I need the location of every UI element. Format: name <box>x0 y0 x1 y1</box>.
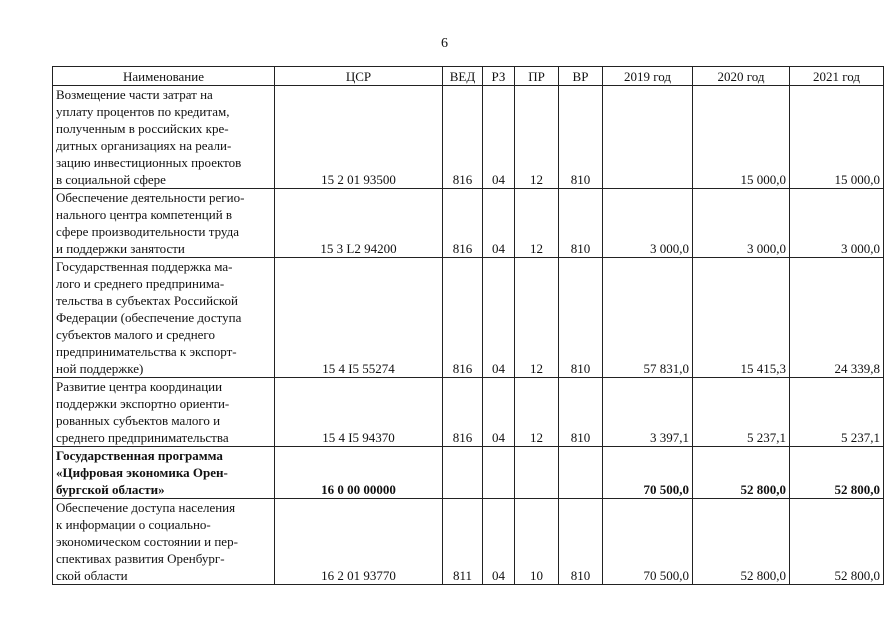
row-csr: 16 0 00 00000 <box>275 447 443 499</box>
column-header-name: Наименование <box>53 67 275 86</box>
row-rz <box>483 447 515 499</box>
row-ved: 816 <box>443 189 483 258</box>
row-vr: 810 <box>559 378 603 447</box>
row-2020: 15 415,3 <box>693 258 790 378</box>
row-pr: 12 <box>515 258 559 378</box>
row-2020: 5 237,1 <box>693 378 790 447</box>
row-rz: 04 <box>483 86 515 189</box>
row-csr: 15 3 L2 94200 <box>275 189 443 258</box>
table-header-row <box>53 67 884 86</box>
row-ved: 816 <box>443 86 483 189</box>
row-pr <box>515 447 559 499</box>
row-2020: 15 000,0 <box>693 86 790 189</box>
row-csr: 16 2 01 93770 <box>275 499 443 585</box>
budget-table <box>52 66 884 585</box>
row-2021: 5 237,1 <box>790 378 884 447</box>
row-pr: 10 <box>515 499 559 585</box>
table-row <box>53 258 884 378</box>
row-name: Возмещение части затрат на уплату процентов по кредитам, полученным в российских кре- дитных организациях на реали- зацию инвестиционных проектов в социальной сфере <box>53 86 275 189</box>
table-row <box>53 499 884 585</box>
row-name: Обеспечение деятельности регио- нального центра компетенций в сфере производительности труда и поддержки занятости <box>53 189 275 258</box>
row-vr <box>559 447 603 499</box>
row-name: Обеспечение доступа населения к информации о социально- экономическом состоянии и пер- спективах развития Оренбург- ской области <box>53 499 275 585</box>
row-2019: 3 000,0 <box>603 189 693 258</box>
row-name: Развитие центра координации поддержки экспортно ориенти- рованных субъектов малого и среднего предпринимательства <box>53 378 275 447</box>
table-row-program <box>53 447 884 499</box>
row-rz: 04 <box>483 258 515 378</box>
row-ved: 816 <box>443 378 483 447</box>
row-pr: 12 <box>515 378 559 447</box>
column-header-ved: ВЕД <box>443 67 483 86</box>
row-2021: 15 000,0 <box>790 86 884 189</box>
row-ved: 811 <box>443 499 483 585</box>
table-row <box>53 378 884 447</box>
column-header-2021: 2021 год <box>790 67 884 86</box>
row-name: Государственная поддержка ма- лого и среднего предпринима- тельства в субъектах Российской Федерации (обеспечение доступа субъектов малого и среднего предпринимательства к экспорт- ной поддержке) <box>53 258 275 378</box>
row-2021: 24 339,8 <box>790 258 884 378</box>
row-2021: 3 000,0 <box>790 189 884 258</box>
row-2021: 52 800,0 <box>790 447 884 499</box>
row-2019: 70 500,0 <box>603 447 693 499</box>
row-2019: 70 500,0 <box>603 499 693 585</box>
row-2019 <box>603 86 693 189</box>
row-ved: 816 <box>443 258 483 378</box>
column-header-vr: ВР <box>559 67 603 86</box>
row-rz: 04 <box>483 499 515 585</box>
column-header-2019: 2019 год <box>603 67 693 86</box>
row-2021: 52 800,0 <box>790 499 884 585</box>
row-vr: 810 <box>559 499 603 585</box>
row-pr: 12 <box>515 189 559 258</box>
row-csr: 15 2 01 93500 <box>275 86 443 189</box>
row-vr: 810 <box>559 258 603 378</box>
row-name: Государственная программа «Цифровая экономика Орен- бургской области» <box>53 447 275 499</box>
column-header-csr: ЦСР <box>275 67 443 86</box>
column-header-rz: РЗ <box>483 67 515 86</box>
row-2020: 52 800,0 <box>693 447 790 499</box>
row-vr: 810 <box>559 86 603 189</box>
row-2019: 57 831,0 <box>603 258 693 378</box>
row-ved <box>443 447 483 499</box>
row-rz: 04 <box>483 378 515 447</box>
column-header-2020: 2020 год <box>693 67 790 86</box>
row-2019: 3 397,1 <box>603 378 693 447</box>
page-number: 6 <box>441 36 448 51</box>
row-pr: 12 <box>515 86 559 189</box>
row-rz: 04 <box>483 189 515 258</box>
table-row <box>53 189 884 258</box>
table-row <box>53 86 884 189</box>
row-2020: 3 000,0 <box>693 189 790 258</box>
row-csr: 15 4 I5 94370 <box>275 378 443 447</box>
row-vr: 810 <box>559 189 603 258</box>
row-2020: 52 800,0 <box>693 499 790 585</box>
row-csr: 15 4 I5 55274 <box>275 258 443 378</box>
column-header-pr: ПР <box>515 67 559 86</box>
